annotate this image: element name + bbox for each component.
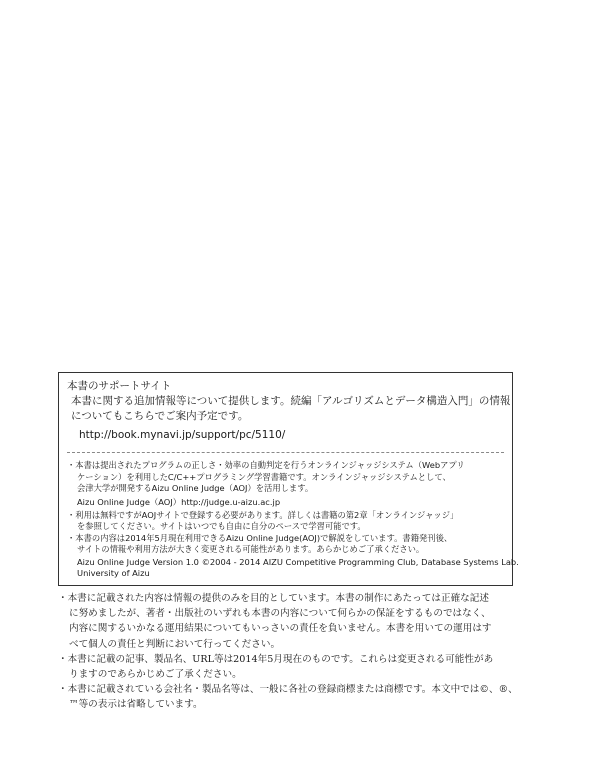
support-note-online-judge <box>67 460 504 495</box>
aoj-url-line[interactable]: Aizu Online Judge（AOJ）http://judge.u-aizu.ac.jp <box>77 496 281 507</box>
support-divider <box>67 452 504 453</box>
support-note-line: を参照してください。サイトはいつでも自由に自分のペースで学習可能です。 <box>77 521 366 531</box>
disclaimer-line: ・本書に記載の記事、製品名、URL等は2014年5月現在のものです。これらは変更される可能性があ <box>58 653 494 665</box>
support-note-line: ・本書は提出されたプログラムの正しさ・効率の自動判定を行うオンラインジャッジシステム（Webアプリ <box>67 460 465 470</box>
aoj-copyright-line-2: University of Aizu <box>77 568 150 578</box>
support-site-title: 本書のサポートサイト <box>67 380 172 392</box>
disclaimer-line: べて個人の責任と判断において行ってください。 <box>69 638 281 650</box>
disclaimer-line: ™等の表示は省略しています。 <box>69 699 203 711</box>
disclaimer-line: りますのであらかじめご了承ください。 <box>69 669 242 681</box>
disclaimer-line: ・本書に記載されている会社名・製品名等は、一般に各社の登録商標または商標です。本文中では©、®、 <box>58 684 518 696</box>
support-note-line: 会津大学が開発するAizu Online Judge（AOJ）を活用します。 <box>77 483 314 493</box>
support-intro-line-2: についてもこちらでご案内予定です。 <box>71 410 249 422</box>
support-note-line: サイトの情報や利用方法が大きく変更される可能性があります。あらかじめご了承ください。 <box>77 544 425 554</box>
support-note-content-date <box>67 533 504 556</box>
disclaimers <box>58 591 548 713</box>
disclaimer-item <box>58 652 548 682</box>
support-intro-line-1: 本書に関する追加情報等について提供します。続編「アルゴリズムとデータ構造入門」の情報 <box>71 395 511 407</box>
support-note-line: ・本書の内容は2014年5月現在利用できるAizu Online Judge(AOJ)で解説をしています。書籍発刊後、 <box>67 532 453 543</box>
disclaimer-item <box>58 682 548 712</box>
disclaimer-line: に努めましたが、著者・出版社のいずれも本書の内容について何らかの保証をするものではなく、 <box>69 608 491 620</box>
support-note-line: ケーション）を利用したC/C++プログラミング学習書籍です。オンラインジャッジシステムとして、 <box>77 471 451 482</box>
aoj-copyright-line-1: Aizu Online Judge Version 1.0 ©2004 - 2014 AIZU Competitive Programming Club, Database Systems Lab. <box>77 556 519 567</box>
support-url-link[interactable]: http://book.mynavi.jp/support/pc/5110/ <box>79 429 286 441</box>
support-note-registration <box>67 510 504 533</box>
support-note-line: ・利用は無料ですがAOJサイトで登録する必要があります。詳しくは書籍の第2章「オンラインジャッジ」 <box>67 509 459 520</box>
disclaimer-item <box>58 591 548 652</box>
disclaimer-line: ・本書に記載された内容は情報の提供のみを目的としています。本書の制作にあたっては正確な記述 <box>58 593 489 604</box>
disclaimer-line: 内容に関するいかなる運用結果についてもいっさいの責任を負いません。本書を用いての運用はす <box>69 623 492 635</box>
support-site-box <box>58 372 519 586</box>
